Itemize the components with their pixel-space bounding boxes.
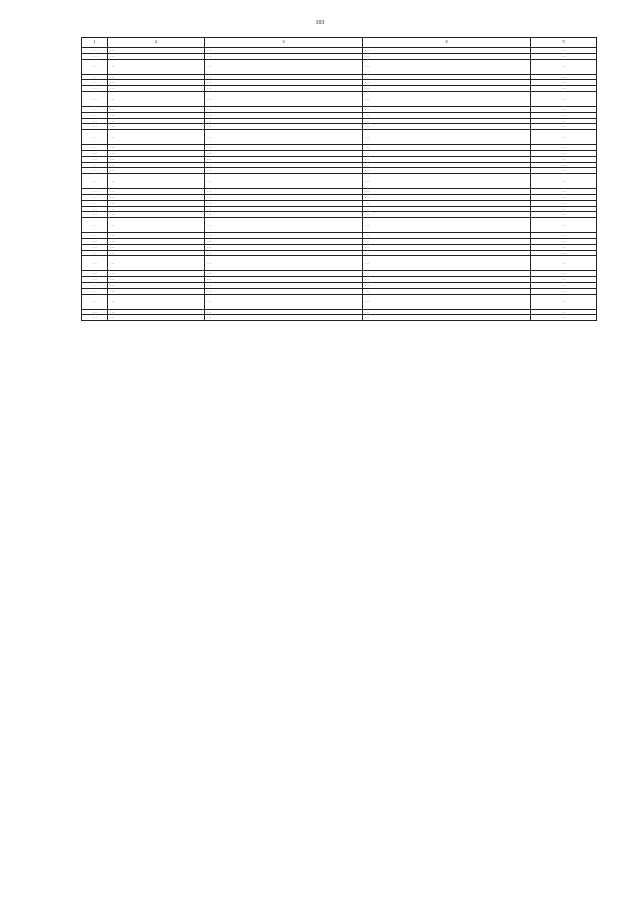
- table-cell: …: [531, 212, 597, 218]
- table-cell: …: [82, 288, 108, 294]
- table-cell: …: [108, 194, 205, 200]
- table-cell: …: [531, 162, 597, 168]
- table-row: [82, 91, 597, 106]
- table-cell: …: [108, 74, 205, 80]
- table-cell: …: [363, 189, 531, 195]
- table-cell: …: [82, 212, 108, 218]
- table-cell: …: [531, 315, 597, 321]
- table-cell: …: [205, 250, 363, 256]
- table-cell: …: [82, 294, 108, 309]
- table-cell: …: [205, 48, 363, 54]
- table-row: [82, 130, 597, 145]
- table-cell: …: [108, 309, 205, 315]
- table-cell: …: [108, 48, 205, 54]
- table-cell: …: [108, 271, 205, 277]
- table-row: [82, 174, 597, 189]
- table-cell: …: [205, 150, 363, 156]
- table-cell: …: [205, 200, 363, 206]
- table-cell: …: [531, 288, 597, 294]
- table-cell: …: [531, 174, 597, 189]
- table-row: [82, 294, 597, 309]
- table-cell: …: [82, 74, 108, 80]
- table-cell: …: [363, 48, 531, 54]
- table-cell: …: [531, 48, 597, 54]
- table-cell: …: [363, 238, 531, 244]
- table-row: [82, 59, 597, 74]
- table-cell: …: [82, 194, 108, 200]
- table-cell: …: [108, 206, 205, 212]
- table-cell: …: [363, 168, 531, 174]
- table-cell: …: [205, 189, 363, 195]
- table-cell: …: [363, 277, 531, 283]
- table-cell: …: [108, 112, 205, 118]
- table-cell: …: [205, 277, 363, 283]
- table-cell: …: [82, 48, 108, 54]
- table-cell: …: [531, 277, 597, 283]
- table-cell: …: [82, 86, 108, 92]
- table-cell: …: [531, 124, 597, 130]
- table-cell: …: [82, 189, 108, 195]
- table-cell: …: [363, 118, 531, 124]
- table-cell: …: [531, 145, 597, 151]
- table-cell: …: [363, 174, 531, 189]
- table-cell: …: [108, 59, 205, 74]
- table-cell: …: [363, 250, 531, 256]
- table-cell: …: [205, 168, 363, 174]
- table-cell: …: [108, 315, 205, 321]
- table-cell: …: [108, 130, 205, 145]
- table-cell: …: [205, 124, 363, 130]
- table-cell: …: [531, 194, 597, 200]
- table-cell: …: [531, 156, 597, 162]
- table-cell: …: [82, 244, 108, 250]
- table-cell: …: [108, 150, 205, 156]
- table-cell: …: [108, 233, 205, 239]
- table-cell: …: [205, 206, 363, 212]
- table-cell: …: [531, 189, 597, 195]
- table-cell: …: [531, 271, 597, 277]
- table-cell: …: [363, 130, 531, 145]
- table-cell: …: [108, 106, 205, 112]
- table-cell: …: [531, 91, 597, 106]
- table-cell: …: [363, 86, 531, 92]
- table-cell: …: [363, 315, 531, 321]
- column-header: 2: [108, 38, 205, 48]
- table-cell: …: [531, 130, 597, 145]
- table-cell: …: [205, 282, 363, 288]
- table-cell: …: [108, 277, 205, 283]
- table-cell: …: [363, 271, 531, 277]
- table-cell: …: [82, 112, 108, 118]
- table-cell: …: [363, 80, 531, 86]
- table-cell: …: [108, 86, 205, 92]
- table-cell: …: [531, 74, 597, 80]
- table-cell: …: [363, 294, 531, 309]
- table-cell: …: [531, 218, 597, 233]
- table-cell: …: [531, 200, 597, 206]
- table-row: [82, 315, 597, 321]
- table-cell: …: [108, 162, 205, 168]
- table-cell: …: [82, 53, 108, 59]
- table-cell: …: [108, 238, 205, 244]
- table-cell: …: [205, 156, 363, 162]
- table-cell: …: [205, 112, 363, 118]
- table-cell: …: [363, 145, 531, 151]
- table-cell: …: [82, 282, 108, 288]
- table-cell: …: [531, 59, 597, 74]
- column-header: 4: [363, 38, 531, 48]
- table-cell: …: [531, 168, 597, 174]
- table-cell: …: [363, 74, 531, 80]
- table-cell: …: [82, 238, 108, 244]
- table-cell: …: [363, 256, 531, 271]
- table-cell: …: [363, 212, 531, 218]
- table-cell: …: [363, 162, 531, 168]
- table-cell: …: [82, 250, 108, 256]
- table-cell: …: [531, 294, 597, 309]
- table-cell: …: [82, 174, 108, 189]
- table-cell: …: [531, 206, 597, 212]
- table-cell: …: [363, 53, 531, 59]
- table-cell: …: [108, 53, 205, 59]
- table-cell: …: [82, 218, 108, 233]
- table-cell: …: [108, 212, 205, 218]
- column-header: 5: [531, 38, 597, 48]
- table-cell: …: [205, 294, 363, 309]
- table-cell: …: [108, 288, 205, 294]
- table-cell: …: [531, 238, 597, 244]
- table-cell: …: [205, 218, 363, 233]
- table-cell: …: [108, 244, 205, 250]
- table-cell: …: [205, 118, 363, 124]
- table-cell: …: [205, 59, 363, 74]
- table-cell: …: [108, 91, 205, 106]
- table-cell: …: [82, 91, 108, 106]
- table-cell: …: [205, 145, 363, 151]
- table-cell: …: [82, 150, 108, 156]
- table-cell: …: [531, 282, 597, 288]
- table-cell: …: [108, 282, 205, 288]
- table-cell: …: [205, 315, 363, 321]
- table-cell: …: [531, 80, 597, 86]
- table-cell: …: [531, 256, 597, 271]
- table-cell: …: [82, 200, 108, 206]
- table-cell: …: [108, 256, 205, 271]
- table-cell: …: [108, 118, 205, 124]
- table-cell: …: [363, 59, 531, 74]
- table-cell: …: [82, 145, 108, 151]
- table-cell: …: [205, 106, 363, 112]
- table-cell: …: [363, 91, 531, 106]
- table-cell: …: [531, 309, 597, 315]
- table-cell: …: [82, 206, 108, 212]
- table-cell: …: [363, 194, 531, 200]
- table-cell: …: [108, 250, 205, 256]
- table-cell: …: [363, 288, 531, 294]
- table-cell: …: [363, 200, 531, 206]
- table-cell: …: [205, 86, 363, 92]
- table-cell: …: [363, 124, 531, 130]
- table-cell: …: [363, 150, 531, 156]
- table-cell: …: [205, 271, 363, 277]
- table-cell: …: [531, 150, 597, 156]
- table-cell: …: [205, 174, 363, 189]
- table-cell: …: [205, 162, 363, 168]
- table-cell: …: [205, 288, 363, 294]
- table-cell: …: [363, 106, 531, 112]
- table-cell: …: [82, 168, 108, 174]
- table-cell: …: [82, 277, 108, 283]
- table-cell: …: [531, 106, 597, 112]
- table-cell: …: [205, 53, 363, 59]
- table-cell: …: [205, 130, 363, 145]
- table-cell: …: [531, 53, 597, 59]
- table-cell: …: [363, 309, 531, 315]
- table-body: [82, 48, 597, 321]
- table-cell: …: [363, 206, 531, 212]
- table-cell: …: [531, 118, 597, 124]
- table-cell: …: [108, 218, 205, 233]
- table-cell: …: [531, 244, 597, 250]
- table-cell: …: [108, 156, 205, 162]
- table-cell: …: [108, 189, 205, 195]
- table-cell: …: [363, 282, 531, 288]
- header-row: [82, 38, 597, 48]
- table-row: [82, 256, 597, 271]
- table-cell: …: [363, 244, 531, 250]
- table-cell: …: [82, 256, 108, 271]
- table-cell: …: [108, 294, 205, 309]
- table-cell: …: [108, 174, 205, 189]
- table-cell: …: [82, 130, 108, 145]
- table-cell: …: [205, 309, 363, 315]
- table-cell: …: [82, 124, 108, 130]
- table-cell: …: [82, 118, 108, 124]
- table-cell: …: [205, 256, 363, 271]
- table-cell: …: [108, 200, 205, 206]
- table-cell: …: [108, 80, 205, 86]
- table-cell: …: [531, 86, 597, 92]
- table-cell: …: [205, 194, 363, 200]
- table-cell: …: [363, 218, 531, 233]
- table-cell: …: [531, 250, 597, 256]
- column-header: 1: [82, 38, 108, 48]
- table-cell: …: [205, 80, 363, 86]
- table-row: [82, 218, 597, 233]
- table-cell: …: [531, 233, 597, 239]
- table-cell: …: [363, 156, 531, 162]
- table-cell: …: [205, 74, 363, 80]
- table-cell: …: [82, 315, 108, 321]
- table-cell: …: [82, 106, 108, 112]
- page-number: 103: [315, 20, 325, 26]
- table-cell: …: [205, 212, 363, 218]
- table-cell: …: [108, 145, 205, 151]
- table-cell: …: [82, 271, 108, 277]
- table-cell: …: [531, 112, 597, 118]
- table-cell: …: [108, 168, 205, 174]
- column-header: 3: [205, 38, 363, 48]
- table-cell: …: [82, 156, 108, 162]
- table-cell: …: [205, 238, 363, 244]
- table-cell: …: [82, 59, 108, 74]
- data-table: [81, 37, 597, 321]
- table-cell: …: [205, 91, 363, 106]
- table-cell: …: [205, 233, 363, 239]
- table-cell: …: [82, 309, 108, 315]
- table-cell: …: [363, 233, 531, 239]
- table-cell: …: [205, 244, 363, 250]
- table-cell: …: [363, 112, 531, 118]
- table-cell: …: [108, 124, 205, 130]
- table-cell: …: [82, 233, 108, 239]
- table-cell: …: [82, 80, 108, 86]
- table-cell: …: [82, 162, 108, 168]
